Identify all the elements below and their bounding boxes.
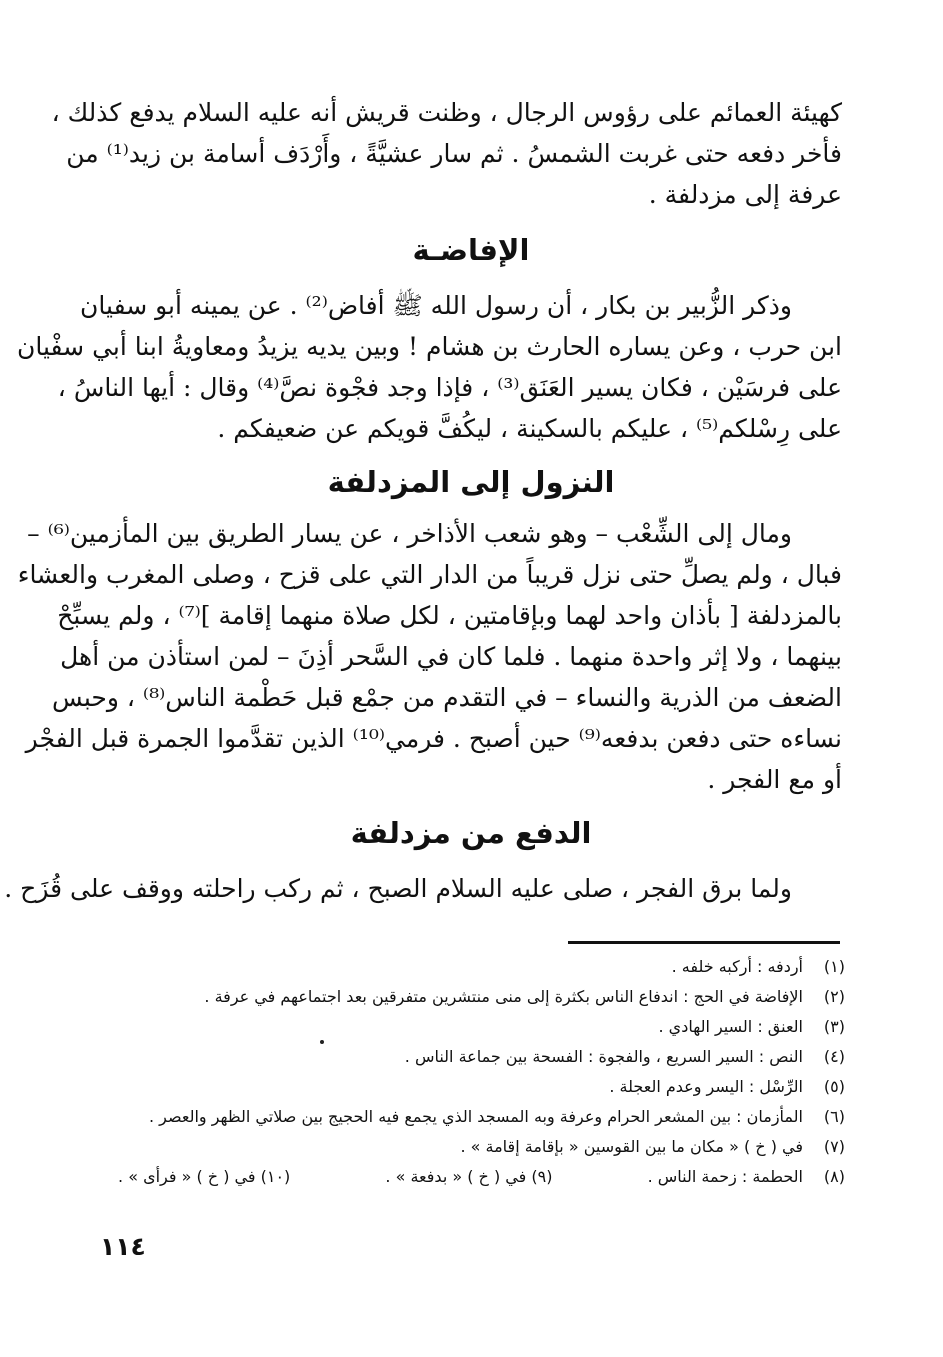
- text-line: فبال ، ولم يصلِّ حتى نزل قريباً من الدار التي على قزح ، وصلى المغرب والعشاء: [17, 560, 842, 589]
- footnote-item: [100, 952, 845, 982]
- footnote-number: (٣): [823, 1017, 845, 1036]
- footnote-text: (١٠) في ( خ ) « فرأى » .: [118, 1167, 291, 1186]
- footnote-number: (١): [823, 957, 845, 976]
- footnote-number: (٢): [823, 987, 845, 1006]
- footnote-number: (٨): [823, 1167, 845, 1186]
- text-line: عرفة إلى مزدلفة .: [648, 180, 842, 209]
- section-paragraph-dafa: [4, 868, 842, 909]
- text-line: على رِسْلكم⁽⁵⁾ ، عليكم بالسكينة ، ليكُفَّ قويكم عن ضعيفكم .: [217, 414, 842, 443]
- text-line: أو مع الفجر .: [707, 765, 842, 794]
- footnote-divider: [568, 941, 840, 944]
- section-title-dafa: الدفع من مزدلفة: [350, 816, 592, 850]
- footnote-item: [100, 1012, 845, 1042]
- footnote-combined-row: [100, 1162, 803, 1192]
- footnote-number: (٦): [823, 1107, 845, 1126]
- footnote-text: النص : السير السريع ، والفجوة : الفسحة بين جماعة الناس .: [404, 1047, 803, 1066]
- footnote-text: الإفاضة في الحج : اندفاع الناس بكثرة إلى منى منتشرين متفرقين بعد اجتماعهم في عرفة .: [204, 987, 803, 1006]
- footnote-text: في ( خ ) « مكان ما بين القوسين « بإقامة إقامة » .: [460, 1137, 803, 1156]
- text-line: بينهما ، ولا إثر واحدة منهما . فلما كان في السَّحر أذِنَ – لمن استأذن من أهل: [60, 642, 842, 671]
- footnote-item: [100, 1132, 845, 1162]
- footnote-text: الرِّسْل : اليسر وعدم العجلة .: [609, 1077, 803, 1096]
- text-line: بالمزدلفة [ بأذان واحد لهما وبإقامتين ، لكل صلاة منهما إقامة ]⁽⁷⁾ ، ولم يسبِّحْ: [57, 601, 842, 630]
- footnote-text: العنق : السير الهادي .: [658, 1017, 803, 1036]
- footnote-text: الحطمة : زحمة الناس .: [647, 1167, 803, 1186]
- text-line: ولما برق الفجر ، صلى عليه السلام الصبح ، ثم ركب راحلته ووقف على قُزَح .: [4, 874, 792, 903]
- footnote-number: (٥): [823, 1077, 845, 1096]
- text-line: نساءه حتى دفعن بدفعه⁽⁹⁾ حين أصبح . فرمي⁽¹⁰⁾ الذين تقدَّموا الجمرة قبل الفجْر: [25, 724, 842, 753]
- footnote-number: (٤): [823, 1047, 845, 1066]
- section-title-nuzul: النزول إلى المزدلفة: [327, 465, 615, 499]
- footnote-text: المأزمان : بين المشعر الحرام وعرفة وبه المسجد الذي يجمع فيه الحجيج بين صلاتي الظهر والعصر .: [148, 1107, 803, 1126]
- footnote-text: أردفه : أركبه خلفه .: [671, 957, 803, 976]
- page-body: [4, 92, 842, 909]
- footnote-item: [100, 1072, 845, 1102]
- text-line: فأخر دفعه حتى غربت الشمسُ . ثم سار عشيَّةً ، وأَرْدَف أسامة بن زيد⁽¹⁾ من: [66, 139, 842, 168]
- text-line: على فرسَيْن ، فكان يسير العَنَق⁽³⁾ ، فإذا وجد فجْوة نصَّ⁽⁴⁾ وقال : أيها الناسُ ،: [57, 373, 842, 402]
- footnote-item: [100, 1162, 845, 1192]
- text-line: كهيئة العمائم على رؤوس الرجال ، وظنت قريش أنه عليه السلام يدفع كذلك ،: [51, 98, 842, 127]
- footnote-text: (٩) في ( خ ) « بدفعة » .: [385, 1167, 553, 1186]
- text-line: الضعف من الذرية والنساء – في التقدم من جمْع قبل حَطْمة الناس⁽⁸⁾ ، وحبس: [52, 683, 842, 712]
- text-line: وذكر الزُّبير بن بكار ، أن رسول الله ﷺ أفاض⁽²⁾ . عن يمينه أبو سفيان: [80, 291, 792, 320]
- footnote-item: [100, 1042, 845, 1072]
- page-number: ١١٤: [100, 1232, 146, 1261]
- footnote-number: (٧): [823, 1137, 845, 1156]
- section-paragraph-nuzul: [17, 513, 842, 800]
- footnote-item: [100, 1102, 845, 1132]
- intro-paragraph: [51, 92, 842, 215]
- footnotes: [100, 952, 845, 1192]
- footnote-item: [100, 982, 845, 1012]
- text-line: ومال إلى الشِّعْب – وهو شعب الأذاخر ، عن يسار الطريق بين المأزمين⁽⁶⁾ –: [27, 519, 792, 548]
- section-paragraph-ifada: [17, 285, 842, 449]
- section-title-ifada: الإفاضـة: [412, 233, 530, 267]
- text-line: ابن حرب ، وعن يساره الحارث بن هشام ! وبين يديه يزيدُ ومعاويةُ ابنا أبي سفْيان: [17, 332, 842, 361]
